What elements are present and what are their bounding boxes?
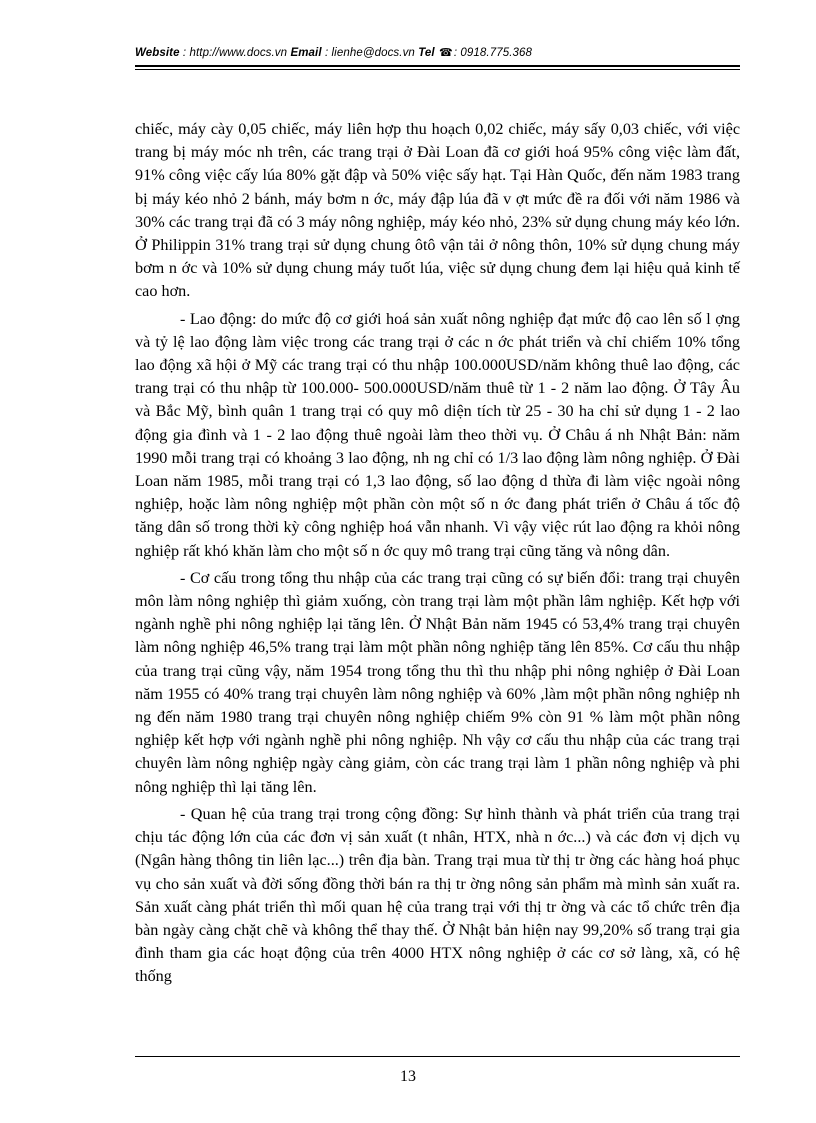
tel-value: : 0918.775.368 xyxy=(453,47,532,59)
document-body xyxy=(135,118,740,993)
tel-label: Tel xyxy=(418,47,435,59)
website-label: Website xyxy=(135,47,180,59)
header-rule-thin xyxy=(135,69,740,70)
paragraph-labor: - Lao động: do mức độ cơ giới hoá sản xuất nông nghiệp đạt mức độ cao lên số l ợng và tỷ lệ lao động làm việc trong các trang trại ở các n ớc phát triển và chỉ chiếm 10% tổng lao động xã hội ở Mỹ các trang trại có thu nhập 100.000USD/năm không thuê lao động, các trang trại có thu nhập từ 100.000- 500.000USD/năm thuê từ 1 - 2 năm lao động. Ở Tây Âu và Bắc Mỹ, bình quân 1 trang trại có quy mô diện tích từ 25 - 30 ha chỉ sử dụng 1 - 2 lao động gia đình và 1 - 2 lao động thuê ngoài làm theo thời vụ. Ở Châu á nh Nhật Bản: năm 1990 mỗi trang trại có khoảng 3 lao động, nh ng chỉ có 1/3 lao động làm nông nghiệp. Ở Đài Loan năm 1985, mỗi trang trại có 1,3 lao động, số lao động d thừa đi làm việc ngoài nông nghiệp, hoặc làm nông nghiệp một phần còn một số n ớc đang phát triển ở Châu á tốc độ tăng dân số trong thời kỳ công nghiệp hoá vẫn nhanh. Vì vậy việc rút lao động ra khỏi nông nghiệp rất khó khăn làm cho một số n ớc quy mô trang trại cũng tăng và nông dân. xyxy=(135,309,740,560)
email-label: Email xyxy=(290,47,322,59)
website-value: : http://www.docs.vn xyxy=(182,47,288,59)
paragraph-income-structure: - Cơ cấu trong tổng thu nhập của các trang trại cũng có sự biến đổi: trang trại chuyên môn làm nông nghiệp thì giảm xuống, còn trang trại làm một phần lâm nghiệp. Kết hợp với ngành nghề phi nông nghiệp lại tăng lên. Ở Nhật Bản năm 1945 có 53,4% trang trại chuyên làm nông nghiệp 46,5% trang trại làm một phần nông nghiệp tăng lên 85%. Cơ cấu thu nhập của trang trại cũng vậy, năm 1954 trong tổng thu thì thu nhập phi nông nghiệp ở Đài Loan năm 1955 có 40% trang trại chuyên làm nông nghiệp và 60% ,làm một phần nông nghiệp nh ng đến năm 1980 trang trại chuyên nông nghiệp chiếm 9% còn 91 % làm một phần nông nghiệp kết hợp với ngành nghề phi nông nghiệp. Nh vậy cơ cấu thu nhập của các trang trại chuyên làm nông nghiệp ngày càng giảm, còn các trang trại làm 1 phần nông nghiệp và phi nông nghiệp thì lại tăng lên. xyxy=(135,568,740,796)
page-header xyxy=(135,46,740,59)
paragraph-continuation: chiếc, máy cày 0,05 chiếc, máy liên hợp thu hoạch 0,02 chiếc, máy sấy 0,03 chiếc, với việc trang bị máy móc nh trên, các trang trại ở Đài Loan đã cơ giới hoá 95% công việc làm đất, 91% công việc cấy lúa 80% gặt đập và 50% việc sấy hạt. Tại Hàn Quốc, đến năm 1983 trang bị máy kéo nhỏ 2 bánh, máy bơm n ớc, máy đập lúa đã v ợt mức đề ra đối với năm 1986 và 30% các trang trại đã có 3 máy nông nghiệp, máy kéo nhỏ, 23% sử dụng chung máy kéo lớn. Ở Philippin 31% trang trại sử dụng chung ôtô vận tải ở nông thôn, 10% sử dụng chung máy bơm n ớc và 10% sử dụng chung máy tuốt lúa, việc sử dụng chung đem lại hiệu quả kinh tế cao hơn. xyxy=(135,120,740,301)
telephone-icon: ☎ xyxy=(439,47,453,59)
email-value: : lienhe@docs.vn xyxy=(324,47,415,59)
paragraph-community-relations: - Quan hệ của trang trại trong cộng đồng: Sự hình thành và phát triển của trang trại chịu tác động lớn của các đơn vị sản xuất (t nhân, HTX, nhà n ớc...) và các đơn vị dịch vụ (Ngân hàng thông tin liên lạc...) trên địa bàn. Trang trại mua từ thị tr ờng các hàng hoá phục vụ cho sản xuất và đời sống đồng thời bán ra thị tr ờng nông sản phẩm mà mình sản xuất ra. Sản xuất càng phát triển thì mối quan hệ của trang trại với thị tr ờng và các tổ chức trên địa bàn ngày càng chặt chẽ và không thể thay thế. Ở Nhật bản hiện nay 99,20% số trang trại gia đình tham gia các hoạt động của trên 4000 HTX nông nghiệp ở các cơ sở làng, xã, có hệ thống xyxy=(135,804,740,986)
header-rule-thick xyxy=(135,65,740,67)
page-number: 13 xyxy=(400,1068,416,1085)
footer-rule xyxy=(135,1056,740,1057)
